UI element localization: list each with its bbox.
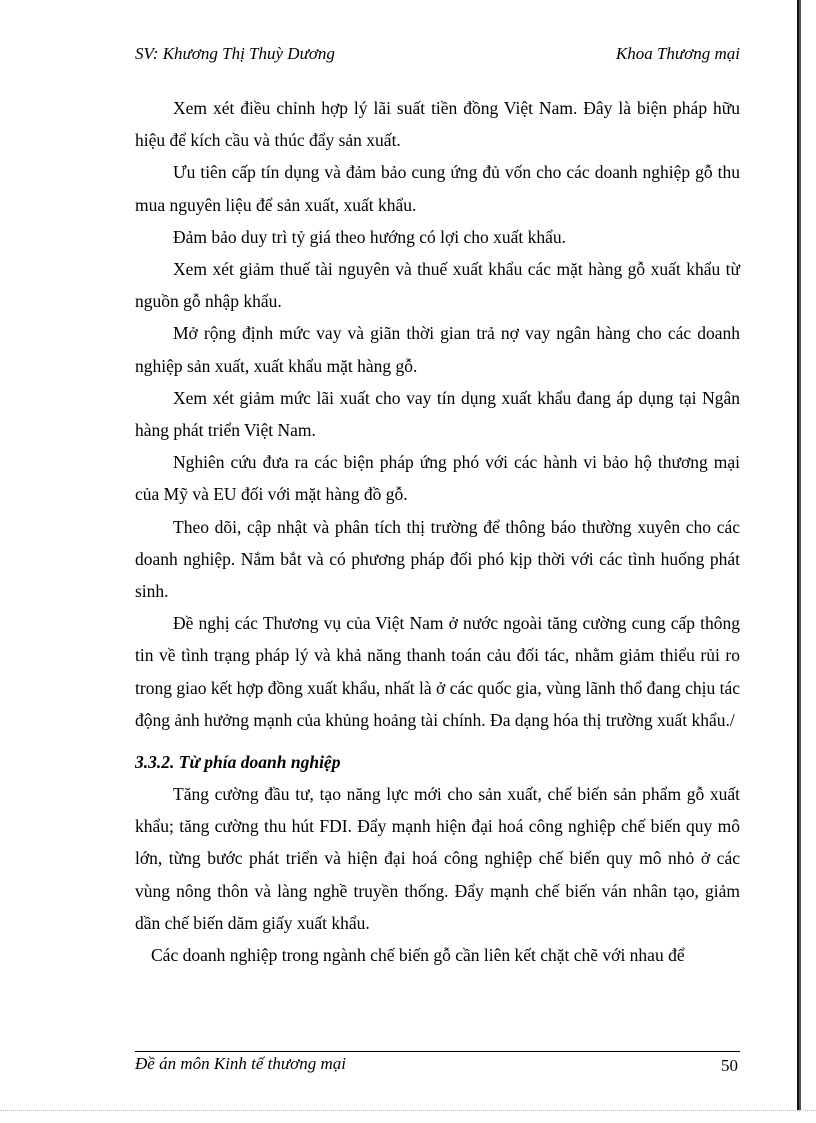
- page-footer: [135, 1054, 740, 1080]
- page-body: [135, 92, 740, 971]
- body-paragraph: Xem xét điều chỉnh hợp lý lãi suất tiền đồng Việt Nam. Đây là biện pháp hữu hiệu để kích cầu và thúc đẩy sản xuất.: [135, 98, 740, 151]
- body-paragraph: Đảm bảo duy trì tỷ giá theo hướng có lợi cho xuất khẩu.: [173, 226, 566, 247]
- header-student: SV: Khương Thị Thuỳ Dương: [135, 44, 335, 63]
- page-bottom-edge: [0, 1110, 816, 1112]
- body-paragraph: Theo dõi, cập nhật và phân tích thị trường để thông báo thường xuyên cho các doanh nghiệp. Nắm bắt và có phương pháp đối phó kịp thời với các tình huống phát sinh.: [135, 516, 740, 602]
- page-number: 50: [721, 1056, 738, 1075]
- header-faculty: Khoa Thương mại: [615, 44, 740, 63]
- body-paragraph: Ưu tiên cấp tín dụng và đảm bảo cung ứng đủ vốn cho các doanh nghiệp gỗ thu mua nguyên liệu để sản xuất, xuất khẩu.: [135, 162, 740, 215]
- page-header: [135, 44, 740, 74]
- footer-title: Đề án môn Kinh tế thương mại: [135, 1054, 346, 1073]
- footer-rule: [135, 1051, 740, 1052]
- body-paragraph: Xem xét giảm mức lãi xuất cho vay tín dụng xuất khẩu đang áp dụng tại Ngân hàng phát triển Việt Nam.: [135, 387, 740, 441]
- body-paragraph: Xem xét giảm thuế tài nguyên và thuế xuất khẩu các mặt hàng gỗ xuất khẩu từ nguồn gỗ nhập khẩu.: [135, 259, 740, 312]
- section-paragraph: Tăng cường đầu tư, tạo năng lực mới cho sản xuất, chế biến sản phẩm gỗ xuất khẩu; tăng cường thu hút FDI. Đẩy mạnh hiện đại hoá công nghiệp chế biến quy mô lớn, từng bước phát triển và hiện đại hoá công nghiệp chế biến quy mô nhỏ ở các vùng nông thôn và làng nghề truyền thống. Đẩy mạnh chế biến ván nhân tạo, giảm dần chế biến dăm giấy xuất khẩu.: [135, 784, 740, 933]
- section-paragraph: Các doanh nghiệp trong ngành chế biến gỗ cần liên kết chặt chẽ với nhau để: [151, 945, 685, 966]
- page-shadow-edge: [799, 0, 801, 1110]
- body-paragraph: Đề nghị các Thương vụ của Việt Nam ở nước ngoài tăng cường cung cấp thông tin về tình trạng pháp lý và khả năng thanh toán cảu đối tác, nhằm giảm thiểu rủi ro trong giao kết hợp đồng xuất khẩu, nhất là ở các quốc gia, vùng lãnh thổ đang chịu tác động ảnh hưởng mạnh của khủng hoảng tài chính. Đa dạng hóa thị trường xuất khẩu./: [135, 613, 740, 730]
- section-heading: 3.3.2. Từ phía doanh nghiệp: [135, 752, 341, 773]
- body-paragraph: Mở rộng định mức vay và giãn thời gian trả nợ vay ngân hàng cho các doanh nghiệp sản xuất, xuất khẩu mặt hàng gỗ.: [135, 323, 740, 376]
- body-paragraph: Nghiên cứu đưa ra các biện pháp ứng phó với các hành vi bảo hộ thương mại của Mỹ và EU đối với mặt hàng đồ gỗ.: [135, 452, 740, 505]
